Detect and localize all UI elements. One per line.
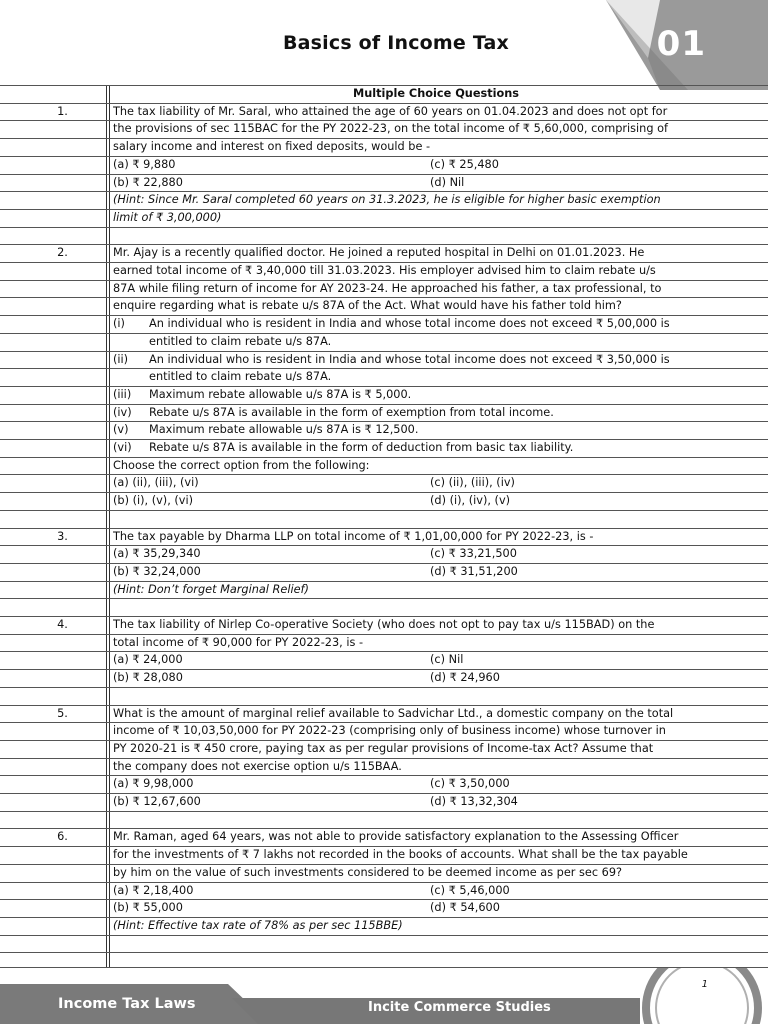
footer-book-title: Income Tax Laws [58,996,196,1012]
table-row [0,616,768,634]
table-row [0,705,768,723]
table-row [0,917,768,935]
option-b: (b) ₹ 28,080 [113,671,183,685]
option-b: (b) ₹ 55,000 [113,901,183,915]
question-number: 3. [57,529,68,543]
table-row [0,209,768,227]
table-row [0,651,768,669]
question-text: Mr. Ajay is a recently qualified doctor. He joined a reputed hospital in Delhi on 01.01.2023. He [113,246,645,260]
table-row [0,634,768,652]
table-row [0,864,768,882]
option-c: (c) ₹ 25,480 [430,157,499,171]
table-row [0,103,768,121]
table-row [0,581,768,599]
question-text: by him on the value of such investments considered to be deemed income as per sec 69? [113,865,623,879]
table-row [0,138,768,156]
question-text: 87A while filing return of income for AY 2023-24. He approached his father, a tax professional, to [113,281,662,295]
table-row [0,191,768,209]
table-row [0,758,768,776]
option-d: (d) ₹ 54,600 [430,901,500,915]
option-a: (a) ₹ 35,29,340 [113,547,201,561]
option-a: (a) ₹ 24,000 [113,653,183,667]
instruction-text: Choose the correct option from the following: [113,458,370,472]
table-row [0,368,768,386]
table-row [0,793,768,811]
table-row [0,297,768,315]
table-row [0,315,768,333]
option-a: (a) ₹ 2,18,400 [113,883,194,897]
table-row [0,687,768,705]
table-row [0,492,768,510]
question-text: What is the amount of marginal relief available to Sadvichar Ltd., a domestic company on the total [113,706,674,720]
hint-text: (Hint: Since Mr. Saral completed 60 years on 31.3.2023, he is eligible for higher basic exemption [113,193,661,207]
option-d: (d) ₹ 24,960 [430,671,500,685]
table-row [0,846,768,864]
table-row [0,85,768,103]
statement-item: (i) An individual who is resident in India and whose total income does not exceed ₹ 5,00,000 is [113,317,670,331]
question-number: 2. [57,246,68,260]
option-b: (b) (i), (v), (vi) [113,494,194,508]
question-text: The tax payable by Dharma LLP on total income of ₹ 1,01,00,000 for PY 2022-23, is - [113,529,594,543]
table-row [0,775,768,793]
table-row [0,439,768,457]
table-row [0,351,768,369]
table-row [0,740,768,758]
question-text: the company does not exercise option u/s 115BAA. [113,759,402,773]
table-row [0,156,768,174]
table-row [0,227,768,245]
table-row [0,120,768,138]
hint-text: (Hint: Don’t forget Marginal Relief) [113,582,309,596]
hint-text: (Hint: Effective tax rate of 78% as per sec 115BBE) [113,918,403,932]
question-number: 4. [57,618,68,631]
table-row [0,669,768,687]
table-row [0,528,768,546]
statement-item: (v) Maximum rebate allowable u/s 87A is ₹ 12,500. [113,423,419,437]
question-text: PY 2020-21 is ₹ 450 crore, paying tax as per regular provisions of Income-tax Act? Assume that [113,741,654,755]
table-header: Multiple Choice Questions [352,87,520,100]
option-d: (d) ₹ 31,51,200 [430,564,518,578]
table-row [0,457,768,475]
table-row [0,174,768,192]
question-text: for the investments of ₹ 7 lakhs not recorded in the books of accounts. What shall be the tax payable [113,848,688,862]
question-text: earned total income of ₹ 3,40,000 till 31.03.2023. His employer advised him to claim rebate u/s [113,264,656,277]
question-text: enquire regarding what is rebate u/s 87A of the Act. What would have his father told him? [113,299,622,313]
table-row [0,404,768,422]
table-row [0,935,768,953]
statement-item: (iv) Rebate u/s 87A is available in the form of exemption from total income. [113,405,554,419]
hint-text: limit of ₹ 3,00,000) [113,210,222,224]
statement-item: (ii) An individual who is resident in India and whose total income does not exceed ₹ 3,50,000 is [113,352,670,366]
option-d: (d) ₹ 13,32,304 [430,795,518,808]
statement-item: (vi) Rebate u/s 87A is available in the form of deduction from basic tax liability. [113,441,574,454]
statement-item: entitled to claim rebate u/s 87A. [149,370,332,384]
table-row [0,828,768,846]
footer-publisher: Incite Commerce Studies [368,1000,551,1015]
table-row [0,952,768,968]
table-row [0,510,768,528]
option-a: (a) ₹ 9,98,000 [113,777,194,791]
question-text: salary income and interest on fixed deposits, would be - [113,140,431,154]
chapter-number: 01 [656,24,706,64]
option-c: (c) Nil [430,653,464,667]
option-c: (c) ₹ 5,46,000 [430,883,510,897]
option-c: (c) ₹ 33,21,500 [430,547,517,561]
table-row [0,244,768,262]
question-text: The tax liability of Mr. Saral, who attained the age of 60 years on 01.04.2023 and does not opt for [113,104,668,118]
question-number: 6. [57,830,68,844]
option-c: (c) (ii), (iii), (iv) [430,476,515,490]
question-text: total income of ₹ 90,000 for PY 2022-23, is - [113,635,364,649]
question-text: The tax liability of Nirlep Co-operative Society (who does not opt to pay tax u/s 115BAD) on the [113,618,655,631]
question-text: Mr. Raman, aged 64 years, was not able to provide satisfactory explanation to the Assessing Officer [113,830,679,844]
question-number: 1. [57,104,68,118]
table-row [0,421,768,439]
option-b: (b) ₹ 12,67,600 [113,795,201,808]
option-b: (b) ₹ 32,24,000 [113,564,201,578]
table-row [0,563,768,581]
table-row [0,882,768,900]
table-row [0,333,768,351]
table-row [0,262,768,280]
table-row [0,386,768,404]
statement-item: entitled to claim rebate u/s 87A. [149,334,332,348]
page-title: Basics of Income Tax [282,32,510,54]
option-d: (d) Nil [430,175,465,189]
table-row [0,545,768,563]
table-row [0,598,768,616]
option-d: (d) (i), (iv), (v) [430,494,511,508]
question-number: 5. [57,706,68,720]
table-row [0,811,768,829]
option-a: (a) (ii), (iii), (vi) [113,476,199,490]
table-row [0,474,768,492]
question-text: income of ₹ 10,03,50,000 for PY 2022-23 (comprising only of business income) whose turnover in [113,724,666,738]
statement-item: (iii) Maximum rebate allowable u/s 87A is ₹ 5,000. [113,387,412,401]
option-c: (c) ₹ 3,50,000 [430,777,510,791]
table-row [0,722,768,740]
question-text: the provisions of sec 115BAC for the PY 2022-23, on the total income of ₹ 5,60,000, comprising of [113,122,668,136]
table-row [0,280,768,298]
option-a: (a) ₹ 9,880 [113,157,176,171]
option-b: (b) ₹ 22,880 [113,175,183,189]
page-number: 1 [701,979,708,990]
table-row [0,899,768,917]
